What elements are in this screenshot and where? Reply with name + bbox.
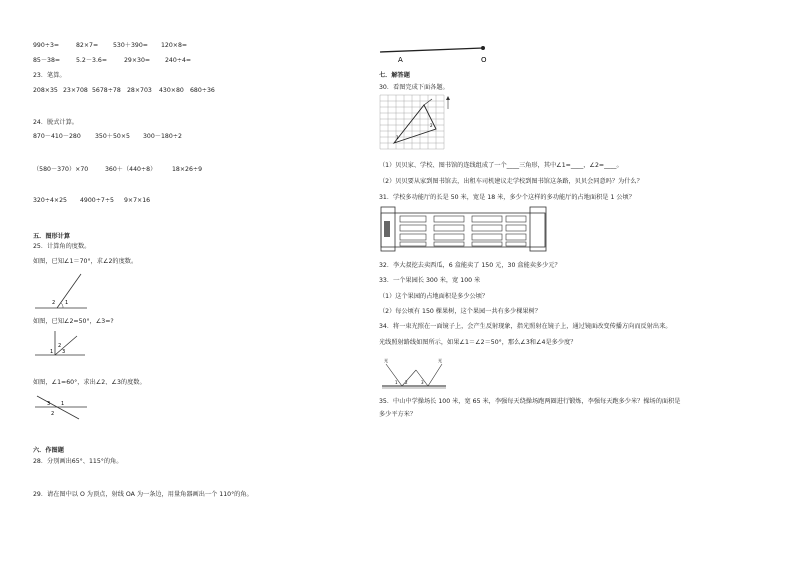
q33-part1: （1）这个果园的占地面积是多少公顷？ (379, 293, 489, 300)
q28-text: 28．分别画出65°、115°的角。 (33, 458, 123, 465)
q30-title: 30．看图完成下面各题。 (379, 84, 449, 91)
q35-line2: 多少平方米？ (379, 411, 417, 418)
q31-hall-seating-figure (380, 205, 548, 251)
q25-angle-figure (33, 270, 93, 314)
q25-title: 25．计算角的度数。 (33, 243, 91, 250)
angle-label: 2 (51, 411, 55, 417)
section-6-title: 六．作图题 (33, 447, 64, 454)
q30-part1: （1）贝贝家、学校、图书馆的连线组成了一个____三角形，其中∠1=____，∠2=____。 (379, 162, 623, 169)
angle-label: 2 (405, 380, 408, 385)
angle-label: 1 (395, 380, 398, 385)
section-5-title: 五．图形计算 (33, 233, 71, 240)
q30-part2: （2）贝贝要从家到图书馆去，出租车司机建议走学校到图书馆这条路，贝贝会同意吗？为什么？ (379, 178, 643, 185)
ray-oa-figure (378, 42, 490, 64)
angle-label: 1 (61, 401, 65, 407)
q27-intersecting-lines (33, 393, 93, 423)
calc-7: 29×30= (124, 57, 151, 64)
q26-text: 如图，已知∠2=50°，∠3=? (33, 318, 114, 325)
point-a-label: A (398, 56, 403, 64)
q27-text: 如图，∠1=60°，求出∠2、∠3的度数。 (33, 379, 146, 386)
angle-label: 3 (47, 401, 51, 407)
q24-item: 350＋50×5 (95, 133, 130, 140)
angle-label: 1 (396, 135, 399, 140)
q34-mirror-reflection-figure (380, 356, 450, 392)
q34-line2: 光线照射路线如图所示，如果∠1＝∠2＝50°，那么∠3和∠4是多少度？ (379, 339, 577, 346)
q24-title: 24．脱式计算。 (33, 119, 78, 126)
angle-label: 2 (430, 123, 433, 128)
q35-line1: 35．中山中学操场长 100 米，宽 65 米，李强每天绕操场跑两圈进行锻炼，李强每天跑多少米？操场的面积是 (379, 398, 681, 405)
q34-line1: 34．将一束光照在一面镜子上，会产生反射现象，指光照射在镜子上，通过镜面改变传播方向而反射出来。 (379, 323, 672, 330)
q32-text: 32．李大叔挖去卖西瓜，6 盒能卖了 150 元，30 盒能卖多少元？ (379, 262, 561, 269)
angle-label: 3 (62, 349, 66, 355)
calc-2: 82×7= (76, 42, 99, 49)
angle-label: 2 (52, 300, 56, 306)
angle-label: 1 (65, 300, 69, 306)
q26-angle-figure (33, 328, 93, 360)
q24-item: （580－370）×70 (33, 166, 89, 173)
section-7-title: 七．解答题 (379, 72, 410, 79)
q24-item: 320÷4×25 (33, 197, 67, 204)
q23-item: 5678÷78 (92, 87, 121, 94)
q30-grid-map (380, 95, 452, 157)
q23-item: 28×703 (127, 87, 152, 94)
q23-item: 208×35 (33, 87, 58, 94)
light-label: 光 (438, 358, 442, 363)
angle-label: 1 (50, 349, 54, 355)
q23-item: 680÷36 (190, 87, 215, 94)
calc-1: 990÷3= (33, 42, 60, 49)
q29-text: 29．请在图中以 O 为顶点，射线 OA 为一条边，用量角器画出一个 110°的角。 (33, 491, 253, 498)
q23-title: 23．笔算。 (33, 72, 66, 79)
q24-item: 300－180÷2 (143, 133, 182, 140)
q33-text: 33．一个果园长 300 米，宽 100 米 (379, 277, 481, 284)
angle-label: 2 (58, 343, 62, 349)
q24-item: 18×26÷9 (172, 166, 203, 173)
q24-item: 4900÷7÷5 (80, 197, 114, 204)
q23-item: 430×80 (159, 87, 184, 94)
calc-4: 120×8= (161, 42, 188, 49)
q24-item: 9×7×16 (124, 197, 151, 204)
calc-8: 240÷4= (165, 57, 192, 64)
light-label: 光 (384, 358, 388, 363)
q33-part2: （2）每公顷有 150 棵果树，这个果园一共有多少棵果树？ (379, 308, 541, 315)
q24-item: 870－410－280 (33, 133, 81, 140)
q25-text: 如图，已知∠1＝70°，求∠2的度数。 (33, 258, 138, 265)
angle-label: 3 (421, 380, 424, 385)
q24-item: 360＋（440÷8） (105, 166, 157, 173)
q23-item: 23×708 (63, 87, 88, 94)
calc-5: 85－38= (33, 57, 61, 64)
calc-6: 5.2－3.6= (76, 57, 108, 64)
q31-text: 31．学校多功能厅的长是 50 米，宽是 18 米，多少个这样的多功能厅的占地面积是 1 公顷？ (379, 194, 635, 201)
point-o-label: O (481, 56, 487, 64)
calc-3: 530＋390= (113, 42, 148, 49)
